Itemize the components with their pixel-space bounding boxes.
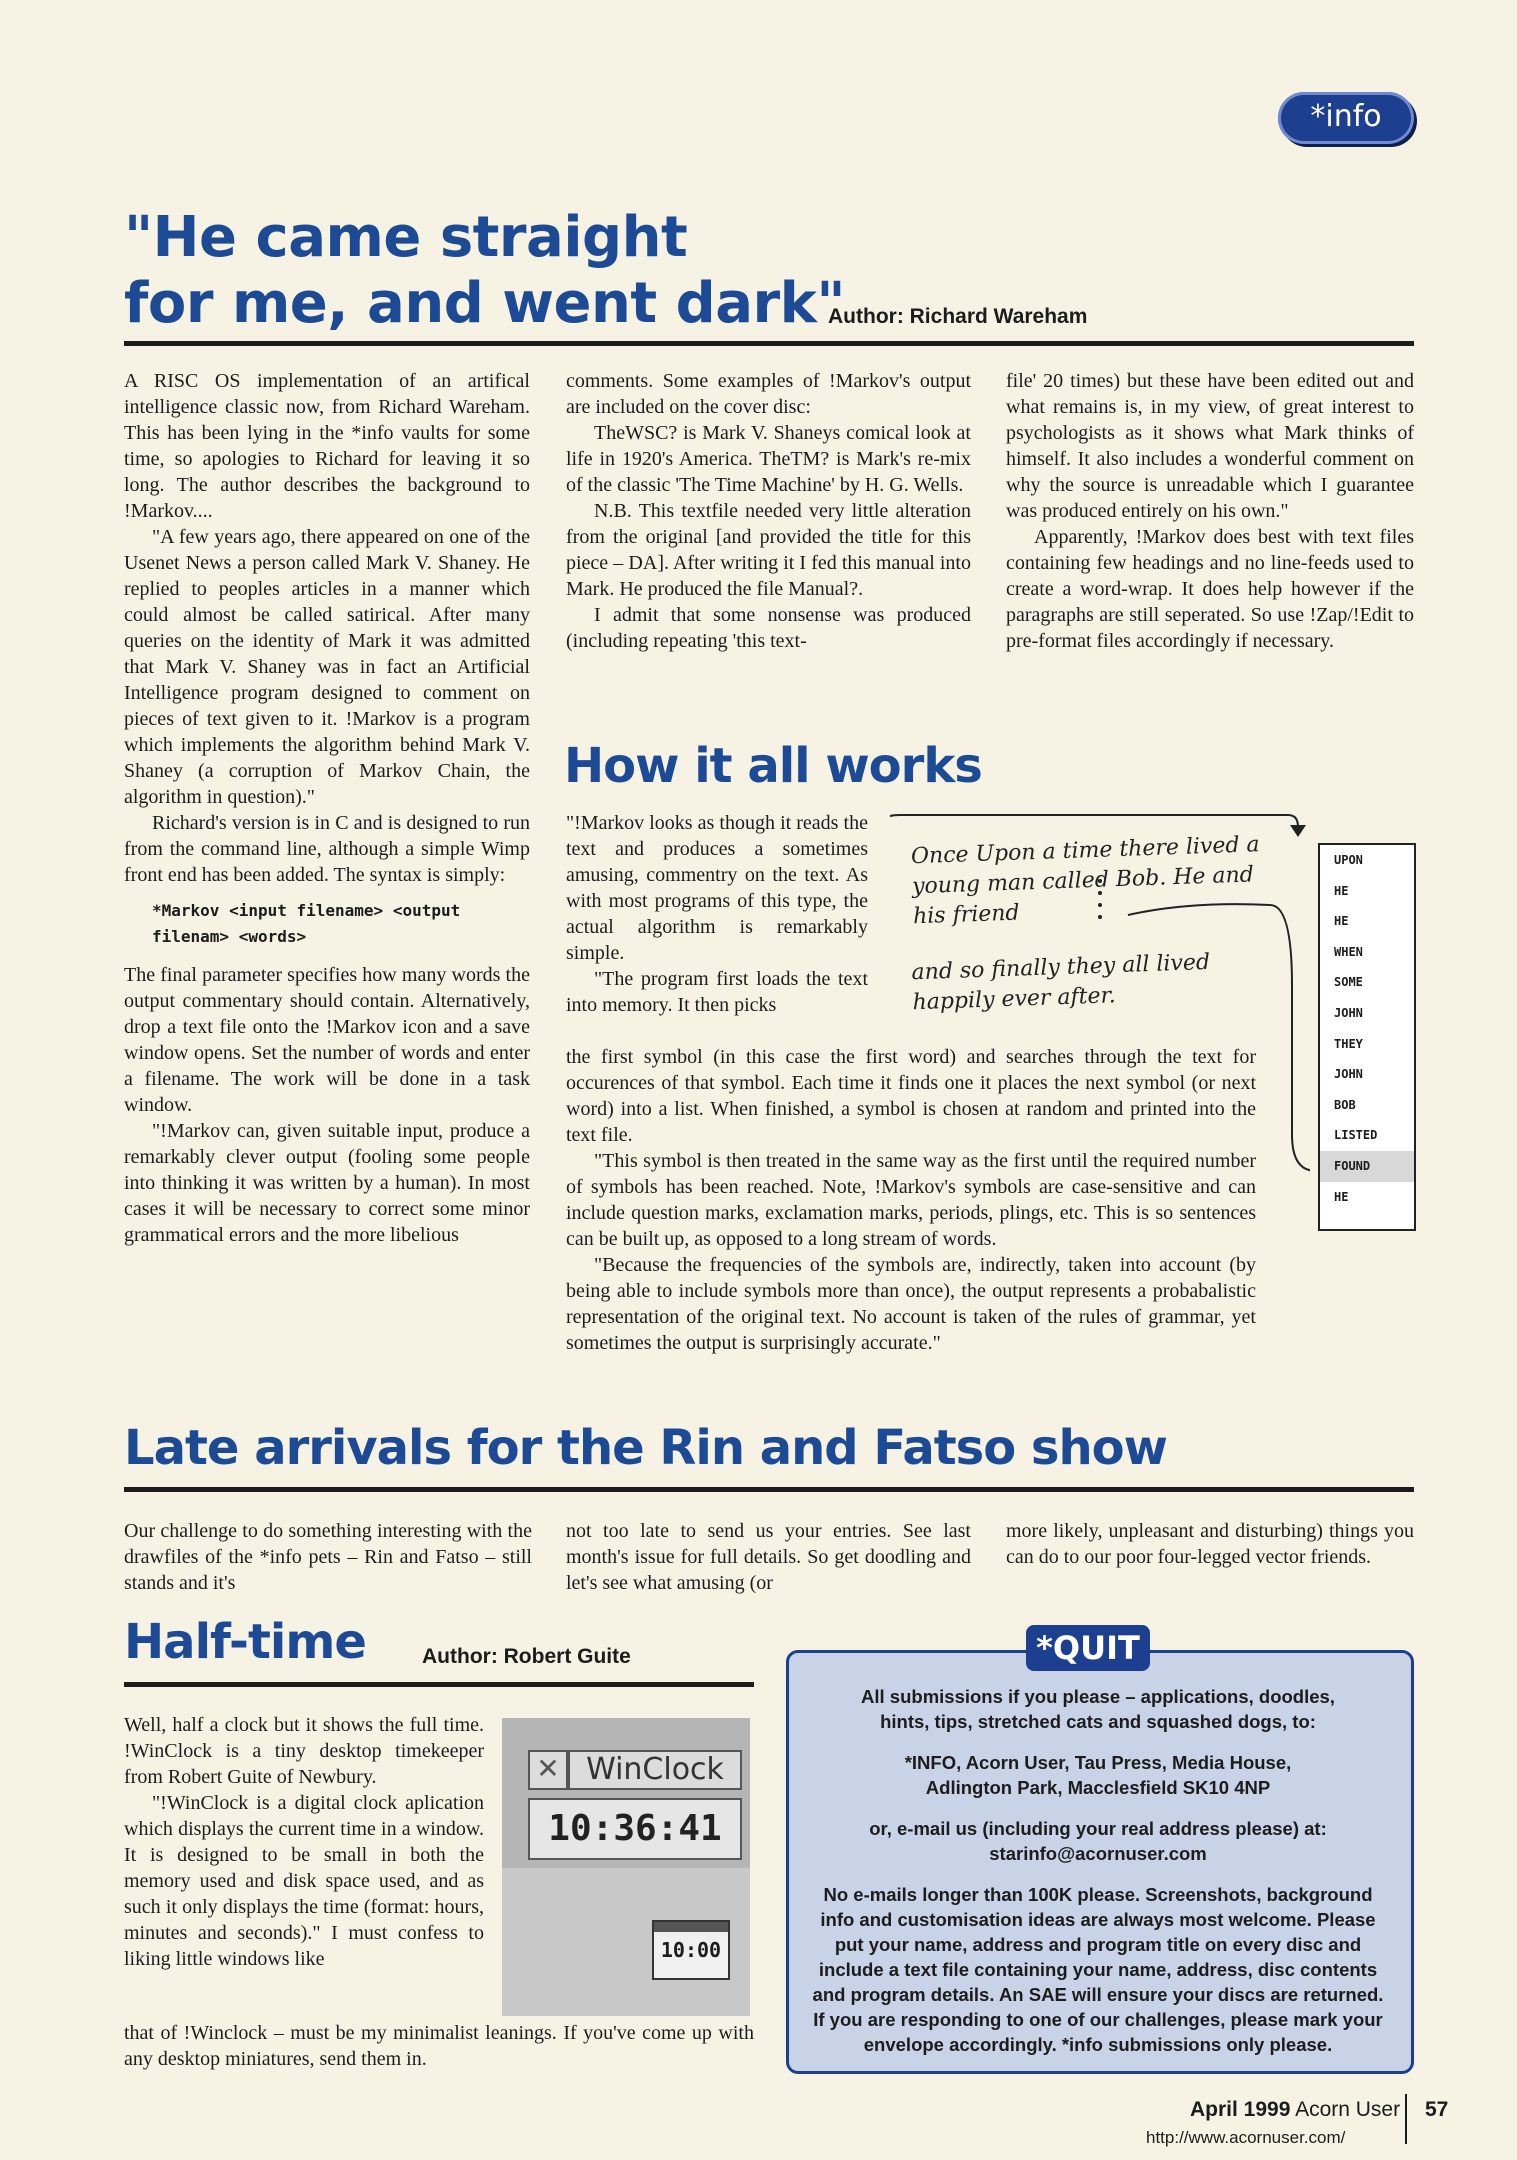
paragraph: that of !Winclock – must be my minimalist leanings. If you've come up with any desktop miniatures, send them in. — [124, 2022, 754, 2070]
word-item: UPON — [1334, 853, 1363, 867]
word-item: HE — [1334, 883, 1349, 898]
paragraph: "Because the frequencies of the symbols are, indirectly, taken into account (by being able to include symbols more than once), the output represents a probabalistic representation of the original text. No account is taken of the rules of grammar, yet sometimes the output is surprisingly accurate." — [566, 1254, 1256, 1354]
article-title-line1: "He came straight — [124, 205, 688, 270]
halftime-column-wide — [124, 2020, 754, 2072]
footer-divider — [1405, 2094, 1407, 2144]
quit-line: include a text file containing your name, address, disc contents — [818, 1959, 1378, 1980]
paragraph: Richard's version is in C and is designed to run from the command line, although a simple Wimp front end has been added. The syntax is simply: — [124, 812, 530, 886]
word-item: WHEN — [1334, 944, 1363, 959]
clock-display: 10:36:41 — [528, 1798, 742, 1860]
halftime-column — [124, 1712, 484, 1972]
paragraph: I admit that some nonsense was produced (including repeating 'this text- — [566, 604, 971, 652]
paragraph: A RISC OS implementation of an artifical intelligence classic now, from Richard Wareham. This has been lying in the *info vaults for some time, so apologies to Richard for leaving it so long. The author describes the background to !Markov.... — [124, 370, 530, 522]
quit-line: or, e-mail us (including your real address please) at: — [869, 1818, 1327, 1839]
word-item: THEY — [1334, 1036, 1363, 1051]
close-icon[interactable]: ✕ — [528, 1750, 568, 1790]
quit-line: and program details. An SAE will ensure your discs are returned. — [812, 1984, 1384, 2005]
section-title-halftime: Half-time — [124, 1614, 366, 1670]
paragraph: N.B. This textfile needed very little alteration from the original [and provided the title for this piece – DA]. After writing it I fed this manual into Mark. He produced the file Manual?. — [566, 500, 971, 600]
page-number: 57 — [1425, 2098, 1449, 2121]
word-item: JOHN — [1334, 1005, 1363, 1020]
quit-line: info and customisation ideas are always most welcome. Please — [820, 1909, 1376, 1930]
word-item: LISTED — [1334, 1128, 1378, 1143]
article-column-2 — [566, 368, 971, 654]
quit-line: If you are responding to one of our challenges, please mark your — [813, 2009, 1383, 2030]
paragraph: comments. Some examples of !Markov's output are included on the cover disc: — [566, 370, 971, 418]
word-item-highlighted: FOUND — [1320, 1151, 1414, 1182]
halftime-rule — [124, 1682, 754, 1687]
late-column-1 — [124, 1518, 532, 1596]
code-line: *Markov <input filename> <output — [152, 901, 461, 920]
paragraph: TheWSC? is Mark V. Shaneys comical look at life in 1920's America. TheTM? is Mark's re-mix of the classic 'The Time Machine' by H. G. Wells. — [566, 422, 971, 496]
paragraph: Our challenge to do something interesting with the drawfiles of the *info pets – Rin and Fatso – still stands and it's — [124, 1520, 532, 1594]
quit-line: No e-mails longer than 100K please. Screenshots, background — [823, 1884, 1373, 1905]
quit-line: hints, tips, stretched cats and squashed dogs, to: — [880, 1711, 1316, 1732]
title-rule — [124, 341, 1414, 346]
paragraph: "!Markov looks as though it reads the text and produces a sometimes amusing, commentry on the text. As with most programs of this type, the actual algorithm is remarkably simple. — [566, 812, 868, 964]
clock-icon[interactable] — [652, 1920, 730, 1980]
paragraph: not too late to send us your entries. See last month's issue for full details. So get doodling and let's see what amusing (or — [566, 1520, 971, 1594]
icon-time: 10:00 — [660, 1938, 722, 1962]
quit-text — [790, 1684, 1406, 2057]
late-column-3 — [1006, 1518, 1414, 1570]
article-title-line2: for me, and went dark" — [124, 271, 846, 336]
info-badge: *info — [1278, 92, 1414, 144]
quit-line: All submissions if you please – applications, doodles, — [861, 1686, 1335, 1707]
paragraph: "The program first loads the text into memory. It then picks — [566, 968, 868, 1016]
late-rule — [124, 1487, 1414, 1492]
footer-magazine: Acorn User — [1295, 2098, 1401, 2121]
late-column-2 — [566, 1518, 971, 1596]
spacer — [790, 1734, 1406, 1750]
paragraph: "This symbol is then treated in the same way as the first until the required number of symbols has been reached. Note, !Markov's symbols are case-sensitive and can include question marks, exclamation marks, periods, plings, etc. This is so sentences can be built up, as opposed to a long stream of words. — [566, 1150, 1256, 1250]
quit-line: put your name, address and program title on every disc and — [834, 1934, 1362, 1955]
footer-issue — [1190, 2098, 1400, 2122]
quit-email[interactable]: starinfo@acornuser.com — [989, 1843, 1207, 1864]
paragraph: The final parameter specifies how many words the output commentary should contain. Alternatively, drop a text file onto the !Markov icon and a save window opens. Set the number of words and enter a filename. The work will be done in a task window. — [124, 964, 530, 1116]
paragraph: the first symbol (in this case the first word) and searches through the text for occurences of that symbol. Each time it finds one it places the next symbol (or next word) into a list. When finished, a symbol is chosen at random and printed into the text file. — [566, 1046, 1256, 1146]
word-item: HE — [1334, 1189, 1349, 1204]
article-title — [124, 205, 845, 337]
quit-line: envelope accordingly. *info submissions only please. — [863, 2034, 1333, 2055]
halftime-author: Author: Robert Guite — [422, 1645, 631, 1668]
spacer — [790, 1866, 1406, 1882]
quit-address: *INFO, Acorn User, Tau Press, Media House, — [904, 1752, 1292, 1773]
paragraph: "!Markov can, given suitable input, produce a remarkably clever output (fooling some people into thinking it was written by a human). In most cases it will be necessary to correct some minor grammatical errors and the more libelious — [124, 1120, 530, 1246]
paragraph: "A few years ago, there appeared on one of the Usenet News a person called Mark V. Shaney. He replied to peoples articles in a manner which could almost be called satirical. After many queries on the identity of Mark it was admitted that Mark V. Shaney was in fact an Artificial Intelligence program designed to comment on pieces of text given to it. !Markov is a program which implements the algorithm behind Mark V. Shaney (a corruption of Markov Chain, the algorithm in question)." — [124, 526, 530, 808]
article-author: Author: Richard Wareham — [828, 305, 1088, 328]
footer-date: April 1999 — [1190, 2098, 1291, 2121]
footer-url[interactable]: http://www.acornuser.com/ — [1146, 2128, 1346, 2147]
how-intro — [566, 810, 868, 1018]
article-column-3 — [1006, 368, 1414, 654]
word-item: BOB — [1334, 1097, 1356, 1112]
word-item: HE — [1334, 914, 1349, 929]
paragraph: "!WinClock is a digital clock aplication which displays the current time in a window. It is designed to be small in both the memory used and disk space used, and as such it only displays the time (format: hours, minutes and seconds)." I must confess to liking little windows like — [124, 1792, 484, 1970]
icon-titlebar — [654, 1922, 728, 1932]
paragraph: file' 20 times) but these have been edited out and what remains is, in my view, of great interest to psychologists as it shows what Mark thinks of himself. It also includes a wonderful comment on why the source is unreadable which I guarantee was produced entirely on his own." — [1006, 370, 1414, 522]
quit-address: Adlington Park, Macclesfield SK10 4NP — [925, 1777, 1271, 1798]
section-title-how: How it all works — [564, 738, 982, 794]
paragraph: more likely, unpleasant and disturbing) things you can do to our poor four-legged vector friends. — [1006, 1520, 1414, 1568]
window-title-bar[interactable]: WinClock — [568, 1750, 742, 1790]
code-line: filenam> <words> — [152, 927, 307, 946]
handwritten-start: Once Upon a time there lived a young man called Bob. He and his friend — [910, 832, 1260, 930]
spacer — [790, 1800, 1406, 1816]
handwritten-end: and so finally they all lived happily ever after. — [911, 949, 1211, 1016]
paragraph: Apparently, !Markov does best with text files containing few headings and no line-feeds used to create a word-wrap. It does help however if the paragraphs are still seperated. So use !Zap/!Edit to pre-format files accordingly if necessary. — [1006, 526, 1414, 652]
section-title-late: Late arrivals for the Rin and Fatso show — [124, 1420, 1167, 1476]
syntax-code — [152, 898, 530, 950]
paragraph: Well, half a clock but it shows the full time. !WinClock is a tiny desktop timekeeper from Robert Guite of Newbury. — [124, 1714, 484, 1788]
winclock-screenshot — [502, 1718, 750, 2016]
quit-title: *QUIT — [1026, 1625, 1150, 1671]
word-item: JOHN — [1334, 1067, 1363, 1082]
word-item: SOME — [1334, 975, 1363, 990]
article-column-1 — [124, 368, 530, 1248]
word-list — [1318, 843, 1416, 1231]
